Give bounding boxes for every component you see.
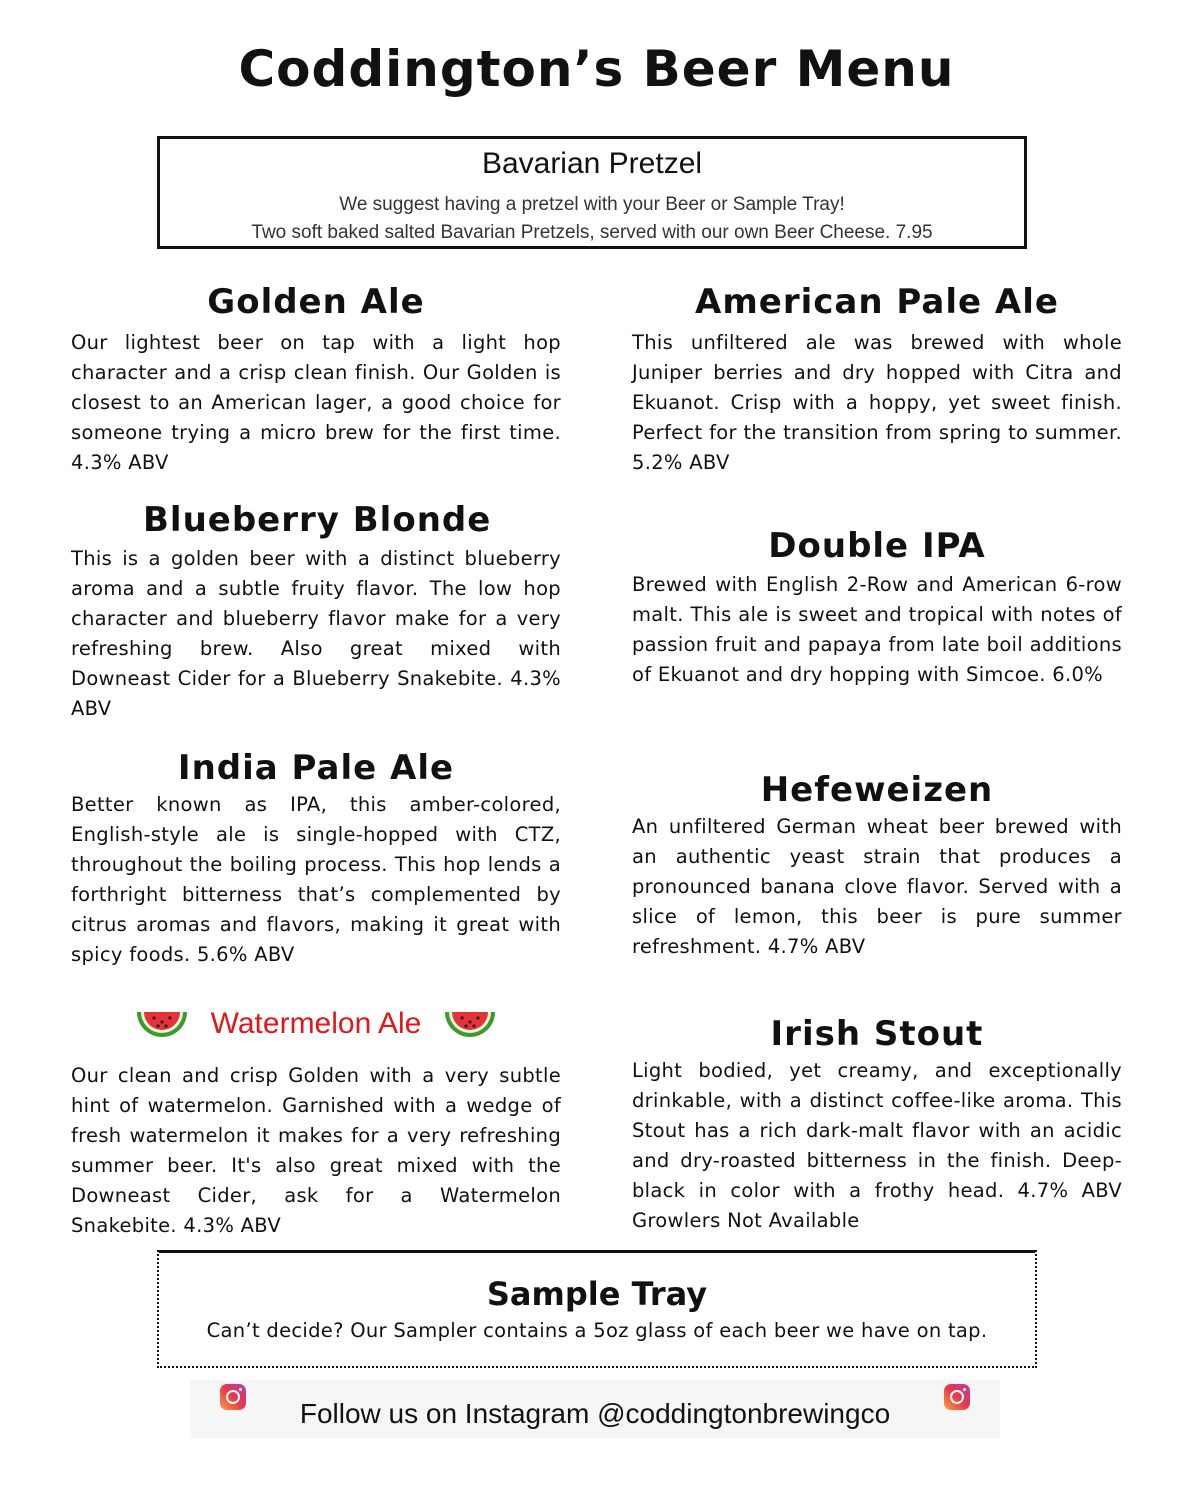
beer-double-ipa — [632, 526, 1122, 690]
beer-irish-stout — [632, 1014, 1122, 1236]
beer-india-pale-ale — [71, 748, 561, 970]
beer-name: American Pale Ale — [695, 282, 1059, 322]
sample-tray-box — [157, 1250, 1037, 1368]
beer-description: This unfiltered ale was brewed with whole Juniper berries and dry hopped with Citra and Ekuanot. Crisp with a hoppy, yet sweet finish. Perfect for the transition from spring to summer. 5.2% ABV — [632, 331, 1122, 474]
pretzel-suggestion: We suggest having a pretzel with your Beer or Sample Tray! — [339, 194, 845, 215]
beer-description: Brewed with English 2-Row and American 6-row malt. This ale is sweet and tropical with notes of passion fruit and papaya from late boil additions of Ekuanot and dry hopping with Simcoe. 6.0% — [632, 573, 1122, 686]
beer-name: Irish Stout — [770, 1014, 984, 1054]
page-title: Coddington’s Beer Menu — [238, 40, 955, 98]
beer-description: Better known as IPA, this amber-colored, English-style ale is single-hopped with CTZ, throughout the boiling process. This hop lends a forthright bitterness that’s complemented by citrus aromas and flavors, making it great with spicy foods. 5.6% ABV — [71, 793, 561, 966]
sample-tray-title: Sample Tray — [486, 1275, 708, 1313]
instagram-follow-text[interactable]: Follow us on Instagram @coddingtonbrewingco — [299, 1398, 891, 1429]
beer-name: Double IPA — [768, 526, 986, 566]
beer-name: Hefeweizen — [760, 770, 994, 810]
beer-description: Our clean and crisp Golden with a very subtle hint of watermelon. Garnished with a wedge of fresh watermelon it makes for a very refreshing summer beer. It's also great mixed with the Downeast Cider, ask for a Watermelon Snakebite. 4.3% ABV — [71, 1064, 561, 1237]
pretzel-description: Two soft baked salted Bavarian Pretzels, served with our own Beer Cheese. 7.95 — [251, 222, 933, 243]
beer-blueberry-blonde — [71, 500, 561, 724]
beer-description: Our lightest beer on tap with a light hop character and a crisp clean finish. Our Golden is closest to an American lager, a good choice for someone trying a micro brew for the first time. 4.3% ABV — [71, 331, 561, 474]
beer-description: This is a golden beer with a distinct blueberry aroma and a subtle fruity flavor. The low hop character and blueberry flavor make for a very refreshing brew. Also great mixed with Downeast Cider for a Blueberry Snakebite. 4.3% ABV — [71, 547, 561, 720]
watermelon-icon — [443, 1006, 497, 1042]
watermelon-icon — [135, 1006, 189, 1042]
beer-name: Watermelon Ale — [210, 1007, 422, 1040]
instagram-footer — [190, 1380, 1000, 1438]
beer-american-pale-ale — [632, 282, 1122, 478]
beer-golden-ale — [71, 282, 561, 478]
beer-watermelon-ale — [71, 996, 561, 1241]
beer-name: Golden Ale — [207, 282, 425, 322]
instagram-icon[interactable] — [944, 1384, 970, 1410]
watermelon-heading — [71, 996, 561, 1052]
sample-tray-description: Can’t decide? Our Sampler contains a 5oz glass of each beer we have on tap. — [206, 1319, 988, 1342]
beer-name: India Pale Ale — [177, 748, 455, 788]
pretzel-title: Bavarian Pretzel — [481, 147, 703, 180]
pretzel-box — [157, 136, 1027, 249]
beer-description: An unfiltered German wheat beer brewed with an authentic yeast strain that produces a pronounced banana clove flavor. Served with a slice of lemon, this beer is pure summer refreshment. 4.7% ABV — [632, 815, 1122, 958]
beer-name: Blueberry Blonde — [143, 500, 492, 540]
instagram-icon[interactable] — [220, 1384, 246, 1410]
beer-description: Light bodied, yet creamy, and exceptionally drinkable, with a distinct coffee-like aroma. This Stout has a rich dark-malt flavor with an acidic and dry-roasted bitterness in the finish. Deep-black in color with a frothy head. 4.7% ABV Growlers Not Available — [632, 1059, 1122, 1232]
beer-hefeweizen — [632, 770, 1122, 962]
